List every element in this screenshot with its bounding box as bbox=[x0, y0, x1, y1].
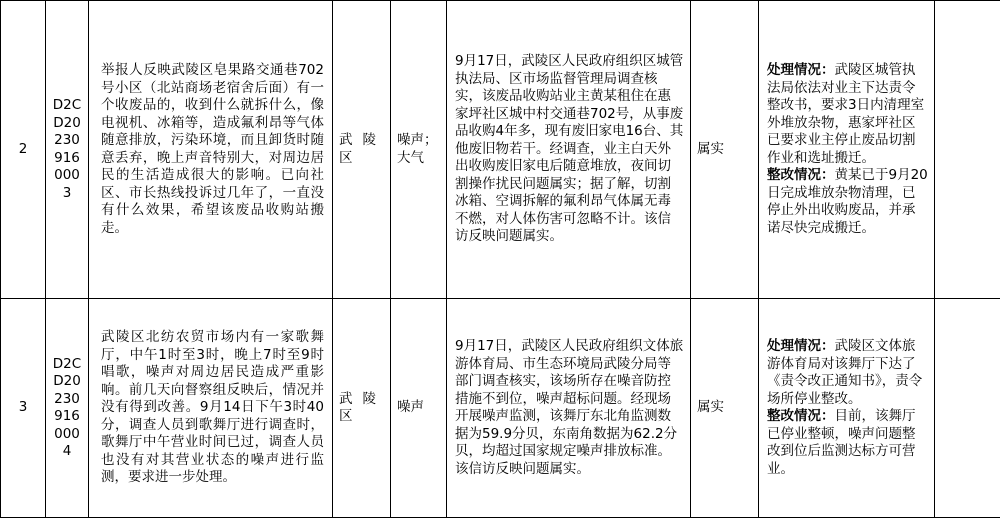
handling-text: 武陵区城管执法局依法对业主下达责令整改书，要求3日内清理室外堆放杂物，惠家坪社区已要求业主停止废品切割作业和选址搬迁。 bbox=[767, 62, 924, 166]
handling-text: 武陵区文体旅游体育局对该舞厅下达了《责令改正通知书》，责令场所停业整改。 bbox=[767, 338, 922, 407]
verdict-cell: 属实 bbox=[691, 299, 759, 518]
investigation-findings: 9月17日，武陵区人民政府组织区城管执法局、区市场监督管理局调查核实，该废品收购站业主黄某租住在惠家坪社区城中村交通巷702号，从事废品收购4年多，现有废旧家电16台、其他废旧物若干。经调查，业主白天外出收购废旧家电后随意堆放，夜间切割操作扰民问题属实；据了解，切割冰箱、空调拆解的氟利昂气体属无毒不燃，对人体伤害可忽略不计。该信访反映问题属实。 bbox=[447, 1, 691, 299]
table-row bbox=[1, 299, 1000, 518]
table-row bbox=[1, 1, 1000, 299]
complaint-content: 举报人反映武陵区皂果路交通巷702号小区（北站商场老宿舍后面）有一个收废品的，收到什么就拆什么，像电视机、冰箱等，造成氟利昂等气体随意排放，污染环境，而且卸货时随意丢弃，晚上声音特别大，对周边居民的生活造成很大的影响。已向社区、市长热线投诉过几年了，一直没有什么效果，希望该废品收购站搬走。 bbox=[89, 1, 333, 299]
district-cell bbox=[333, 1, 391, 299]
rectification-text: 目前，该舞厅已停业整顿，噪声问题整改到位后监测达标方可营业。 bbox=[767, 408, 916, 477]
handling-label: 处理情况： bbox=[767, 62, 835, 78]
handling-block bbox=[767, 338, 928, 408]
district-text: 武陵区 bbox=[339, 391, 386, 425]
handling-block bbox=[767, 62, 928, 167]
complaint-content: 武陵区北纺农贸市场内有一家歌舞厅，中午1时至3时，晚上7时至9时唱歌，噪声对周边居民造成严重影响。前几天向督察组反映后，情况并没有得到改善。9月14日下午3时40分，调查人员到歌舞厅进行调查时，歌舞厅中午营业时间已过，调查人员也没有对其营业状态的噪声进行监测，要求进一步处理。 bbox=[89, 299, 333, 518]
row-index: 2 bbox=[1, 1, 46, 299]
rectification-label: 整改情况： bbox=[767, 408, 835, 424]
handling-label: 处理情况： bbox=[767, 338, 835, 354]
investigation-findings: 9月17日，武陵区人民政府组织文体旅游体育局、市生态环境局武陵分局等部门调查核实，该场所存在噪音防控措施不到位，噪声超标问题。经现场开展噪声监测，该舞厅东北角监测数据为59.9分贝，东南角数据为62.2分贝，均超过国家规定噪声排放标准。该信访反映问题属实。 bbox=[447, 299, 691, 518]
handling-cell bbox=[759, 1, 935, 299]
rectification-text: 黄某已于9月20日完成堆放杂物清理，已停止外出收购废品，并承诺尽快完成搬迁。 bbox=[767, 167, 928, 236]
extra-cell bbox=[935, 299, 1000, 518]
handling-cell bbox=[759, 299, 935, 518]
extra-cell bbox=[935, 1, 1000, 299]
row-index: 3 bbox=[1, 299, 46, 518]
district-cell bbox=[333, 299, 391, 518]
rectification-block bbox=[767, 167, 928, 237]
verdict-cell: 属实 bbox=[691, 1, 759, 299]
pollution-category: 噪声 bbox=[391, 299, 447, 518]
rectification-label: 整改情况： bbox=[767, 167, 835, 183]
case-code: D2CD20230916000 3 bbox=[46, 1, 89, 299]
district-text: 武陵区 bbox=[339, 132, 386, 166]
case-code: D2CD20230916000 4 bbox=[46, 299, 89, 518]
pollution-category: 噪声；大气 bbox=[391, 1, 447, 299]
rectification-block bbox=[767, 408, 928, 478]
